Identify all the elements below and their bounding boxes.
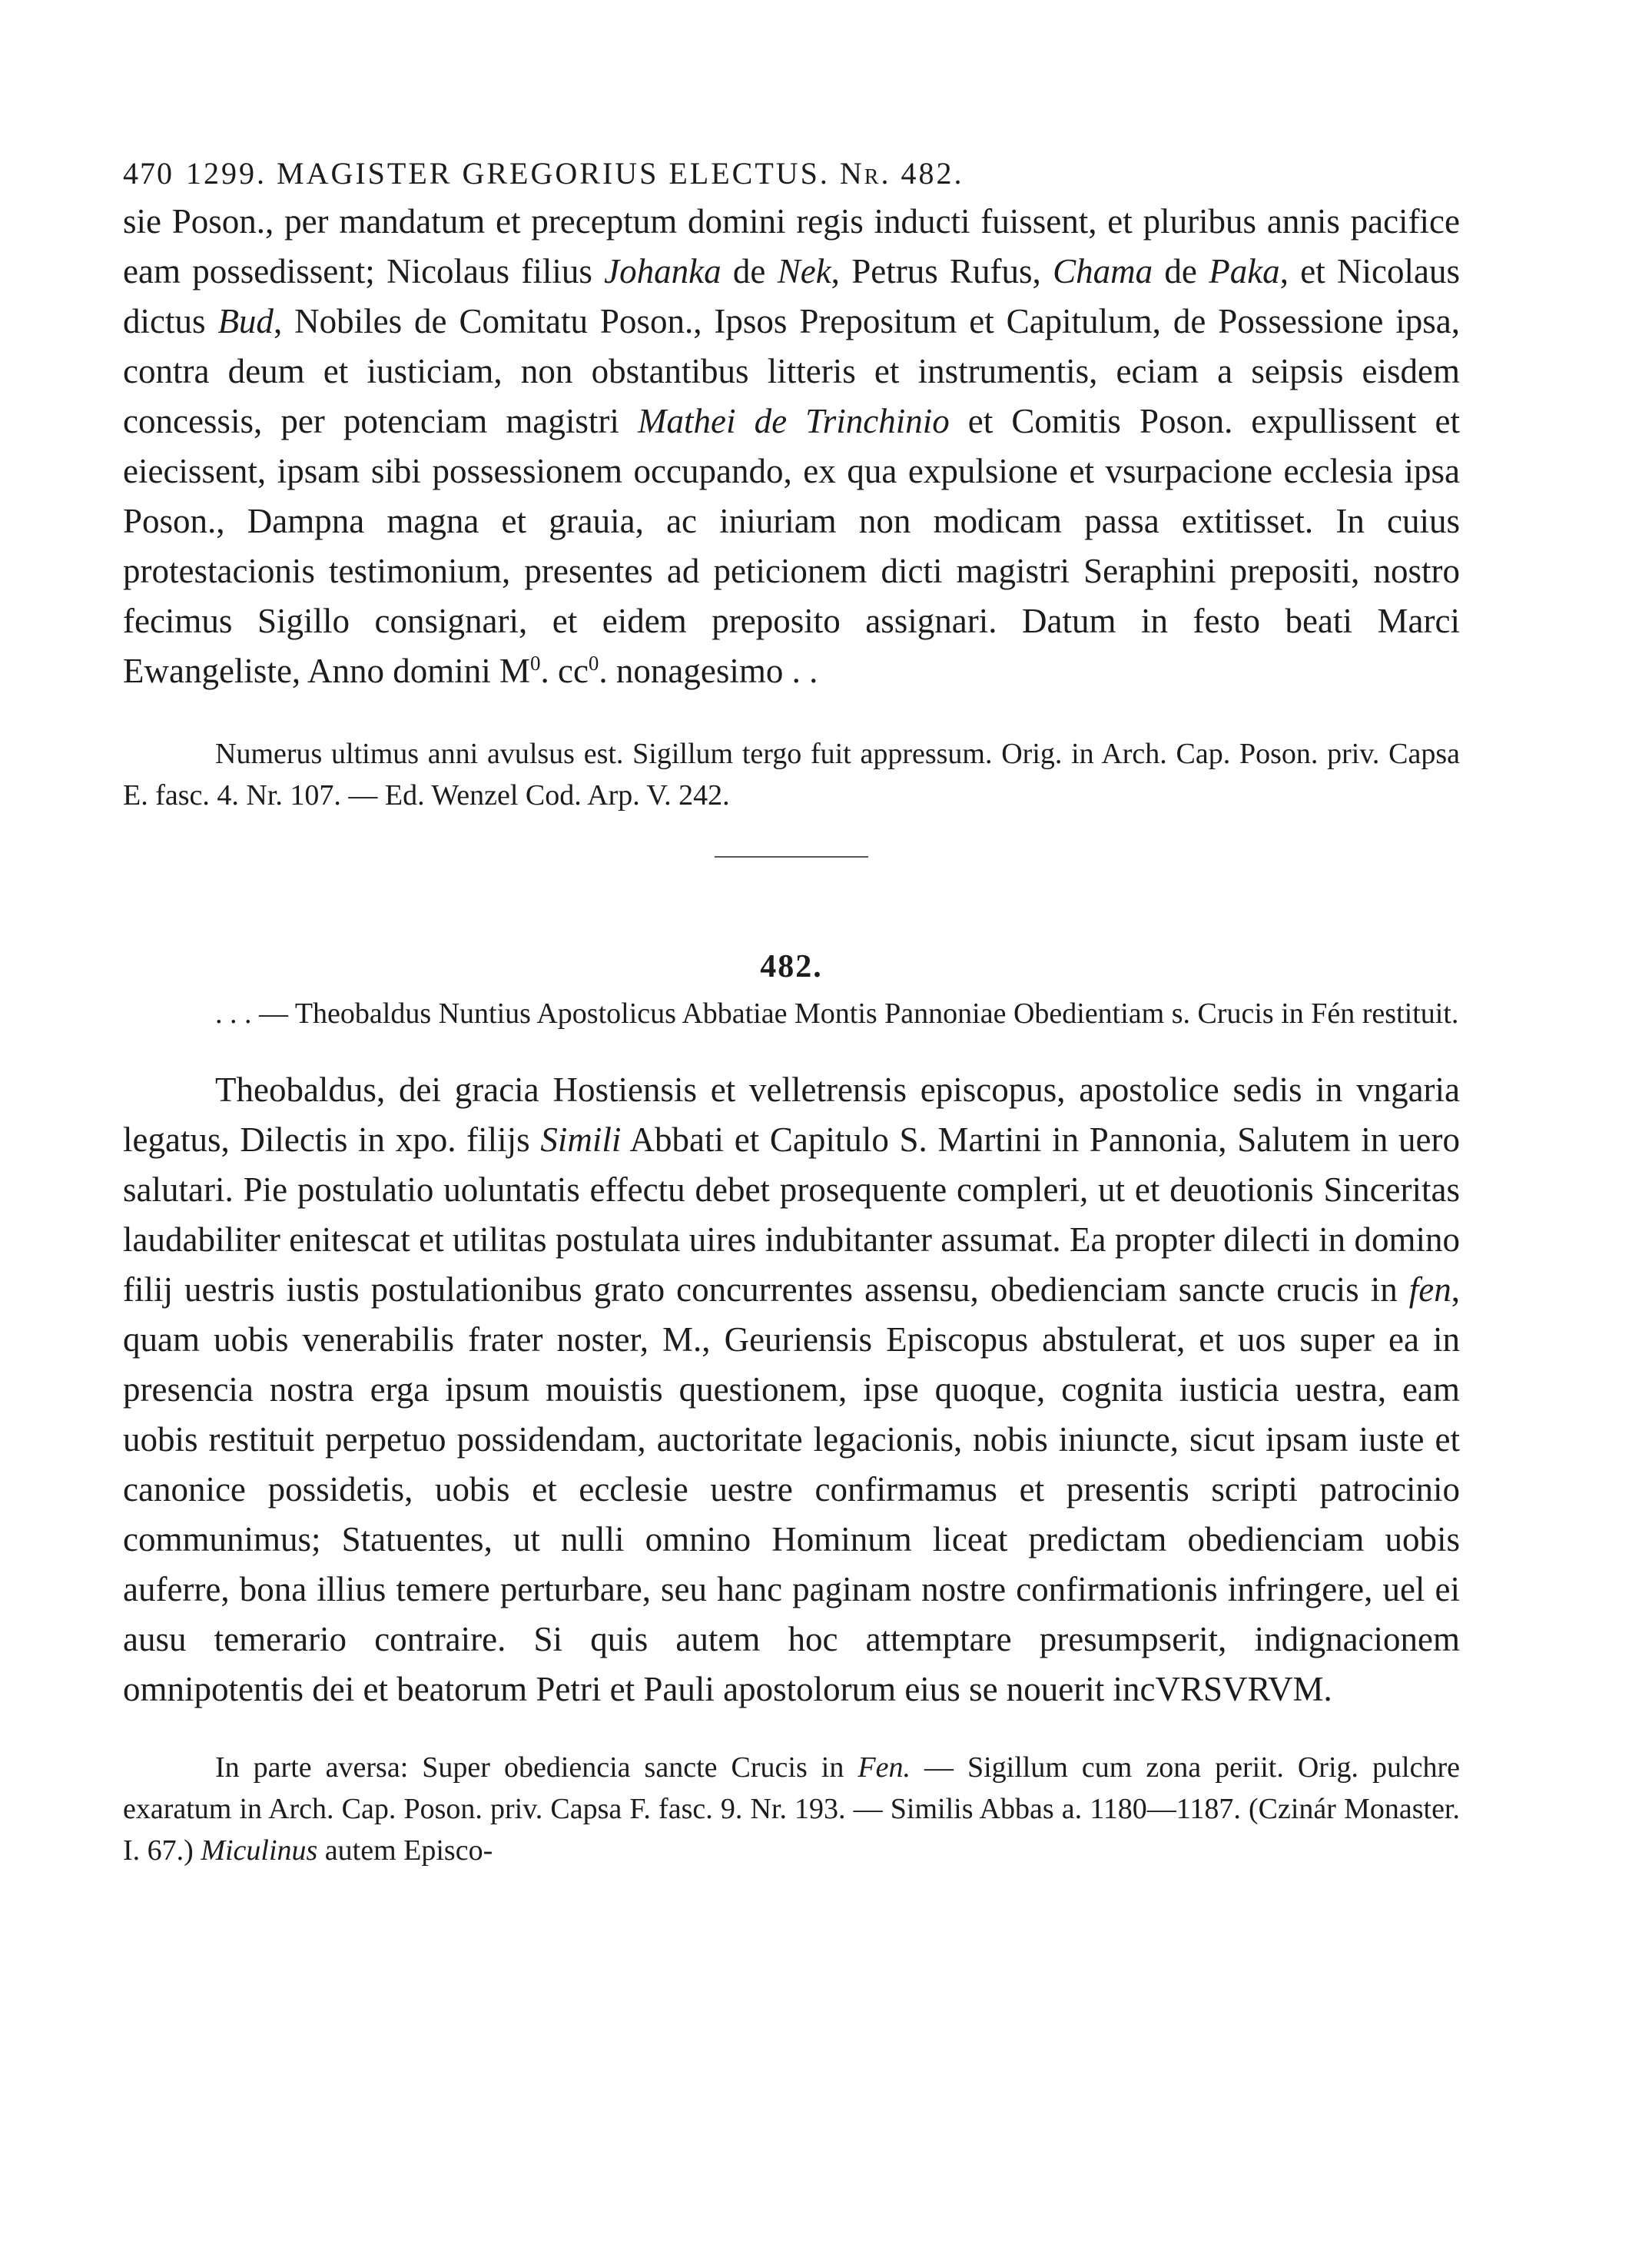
document-page <box>123 146 1460 1871</box>
page-number: 470 <box>123 156 174 191</box>
section-divider <box>715 856 868 858</box>
document-number: 482. <box>760 949 823 984</box>
running-title: 1299. MAGISTER GREGORIUS ELECTUS. Nr. 482. <box>186 156 964 191</box>
doc-481-editorial-note: Numerus ultimus anni avulsus est. Sigillum tergo fuit appressum. Orig. in Arch. Cap. Poson. priv. Capsa E. fasc. 4. Nr. 107. — Ed. Wenzel Cod. Arp. V. 242. <box>123 738 1460 812</box>
doc-481-continuation-text: sie Poson., per mandatum et preceptum domini regis inducti fuissent, et pluribus annis pacifice eam possedissent; Nicolaus filius Johanka de Nek, Petrus Rufus, Chama de Paka, et Nicolaus dictus Bud, Nobiles de Comitatu Poson., Ipsos Prepositum et Capitulum, de Possessione ipsa, contra deum et iusticiam, non obstantibus litteris et instrumentis, eciam a seipsis eisdem concessis, per potenciam magistri Mathei de Trinchinio et Comitis Poson. expullissent et eiecissent, ipsam sibi possessionem occupando, ex qua expulsione et vsurpacione ecclesia ipsa Poson., Dampna magna et grauia, ac iniuriam non modicam passa extitisset. In cuius protestacionis testimonium, presentes ad peticionem dicti magistri Seraphini prepositi, nostro fecimus Sigillo consignari, et eidem preposito assignari. Datum in festo beati Marci Ewangeliste, Anno domini $M^0$. $cc^0$. nonagesimo . . <box>123 202 1460 690</box>
doc-482-text: Theobaldus, dei gracia Hostiensis et velletrensis episcopus, apostolice sedis in vngaria legatus, Dilectis in xpo. filijs Simili Abbati et Capitulo S. Martini in Pannonia, Salutem in uero salutari. Pie postulatio uoluntatis effectu debet prosequente compleri, ut et deuotionis Sinceritas laudabiliter enitescat et utilitas postulata uires indubitanter assumat. Ea propter dilecti in domino filij uestris iustis postulationibus grato concurrentes assensu, obedienciam sancte crucis in fen, quam uobis venerabilis frater noster, M., Geuriensis Episcopus abstulerat, et uos super ea in presencia nostra erga ipsum mouistis questionem, ipse quoque, cognita iusticia uestra, eam uobis restituit perpetuo possidendam, auctoritate legacionis, nobis iniuncte, sicut ipsam iuste et canonice possidetis, uobis et ecclesie uestre confirmamus et presentis scripti patrocinio communimus; Statuentes, ut nulli omnino Hominum liceat predictam obedienciam uobis auferre, bona illius temere perturbare, seu hanc paginam nostre confirmationis infringere, uel ei ausu temerario contraire. Si quis autem hoc attemptare presumpserit, indignacionem omnipotentis dei et beatorum Petri et Pauli apostolorum eius se nouerit incVRSVRVM. <box>123 1070 1460 1708</box>
page-header <box>123 146 1460 192</box>
doc-482-summary: . . . — Theobaldus Nuntius Apostolicus Abbatiae Montis Pannoniae Obedientiam s. Crucis in Fén restituit. <box>215 997 1459 1030</box>
doc-482-editorial-note: In parte aversa: Super obediencia sancte Crucis in Fen. — Sigillum cum zona periit. Orig. pulchre exaratum in Arch. Cap. Poson. priv. Capsa F. fasc. 9. Nr. 193. — Similis Abbas a. 1180—1187. (Czinár Monaster. I. 67.) Miculinus autem Episco- <box>123 1751 1460 1867</box>
